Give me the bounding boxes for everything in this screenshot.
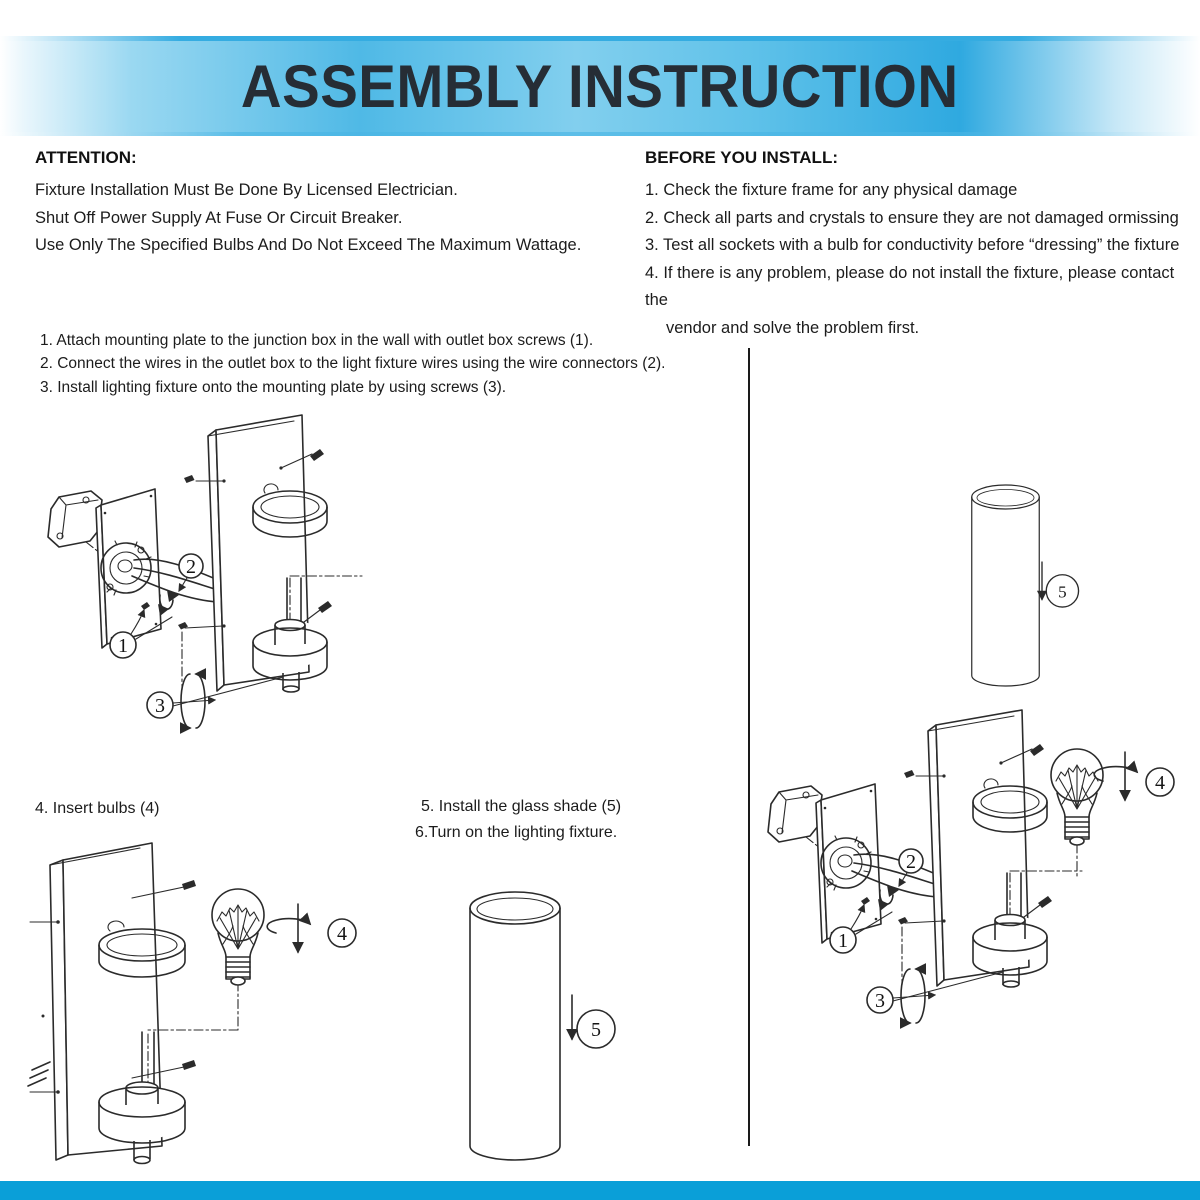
footer-bar	[0, 1181, 1200, 1200]
install-arrow-callout-5	[572, 995, 615, 1048]
sconce-assembly-drawing	[768, 710, 1082, 1023]
light-bulb-icon	[1051, 749, 1103, 845]
sconce-assembly-drawing	[48, 415, 362, 728]
callout-4	[328, 919, 356, 947]
install-step: 3. Install lighting fixture onto the mounting plate by using screws (3).	[40, 378, 507, 396]
before-install-item-continuation: vendor and solve the problem first.	[666, 318, 920, 337]
attention-line: Use Only The Specified Bulbs And Do Not Exceed The Maximum Wattage.	[35, 236, 582, 254]
before-install-item: 3. Test all sockets with a bulb for conductivity before “dressing” the fixture	[645, 236, 1180, 254]
glass-shade-diagram	[420, 860, 700, 1190]
alignment-axis	[148, 982, 238, 1086]
install-steps	[40, 329, 740, 399]
install-step: 1. Attach mounting plate to the junction box in the wall with outlet box screws (1).	[40, 332, 594, 349]
header-banner	[0, 36, 1200, 136]
install-arrow-callout-5	[1042, 562, 1079, 607]
attention-line: Fixture Installation Must Be Done By Licensed Electrician.	[35, 181, 458, 199]
insert-bulbs-diagram	[20, 830, 380, 1170]
before-install-item: 4. If there is any problem, please do not install the fixture, please contact the	[645, 263, 1175, 309]
attention-line: Shut Off Power Supply At Fuse Or Circuit Breaker.	[35, 208, 403, 227]
callout-4	[1146, 768, 1174, 796]
before-install-heading: BEFORE YOU INSTALL:	[645, 148, 838, 167]
rotate-arrow-icon	[267, 904, 310, 952]
glass-shade-cylinder	[972, 485, 1040, 686]
install-step: 2. Connect the wires in the outlet box to the light fixture wires using the wire connectors (2).	[40, 355, 666, 373]
attention-heading: ATTENTION:	[35, 148, 137, 167]
before-install-item: 2. Check all parts and crystals to ensure they are not damaged ormissing	[645, 208, 1179, 227]
final-assembly-diagram	[750, 700, 1200, 1030]
step4-label: 4. Insert bulbs (4)	[35, 800, 160, 817]
glass-shade-cylinder	[470, 892, 560, 1160]
before-install-item: 1. Check the fixture frame for any physical damage	[645, 181, 1018, 199]
step6-label: 6.Turn on the lighting fixture.	[415, 824, 618, 841]
before-install-section	[645, 148, 1190, 342]
attention-section	[35, 148, 635, 260]
assembly-diagram-left	[20, 410, 380, 750]
glass-shade-diagram-right	[930, 470, 1200, 710]
step5-label: 5. Install the glass shade (5)	[421, 798, 622, 815]
light-bulb-icon	[212, 889, 264, 985]
page-title: ASSEMBLY INSTRUCTION	[241, 52, 959, 120]
